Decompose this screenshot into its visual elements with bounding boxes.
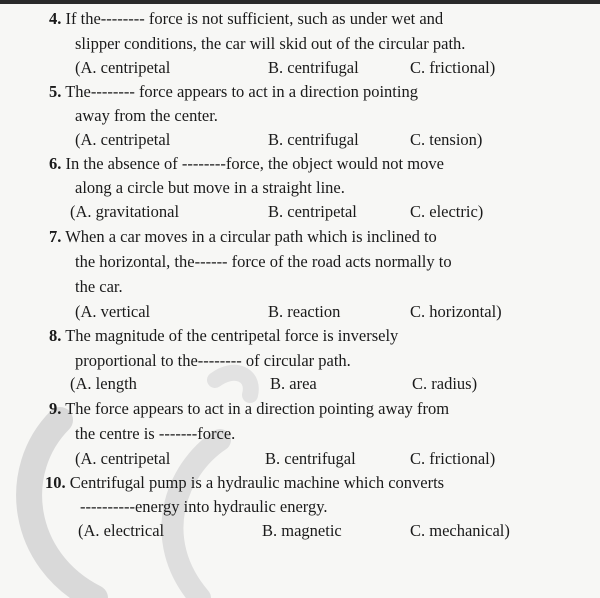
question-9-line-1: 9. The force appears to act in a direction pointing away from	[49, 399, 450, 418]
question-5-option-c: C. tension)	[410, 130, 483, 149]
question-6-line-2: along a circle but move in a straight line.	[75, 178, 345, 197]
question-5-line-1: 5. The-------- force appears to act in a direction pointing	[49, 82, 418, 101]
question-9-option-c: C. frictional)	[410, 449, 496, 468]
question-7-option-a: (A. vertical	[75, 302, 151, 321]
question-8-option-b: B. area	[270, 374, 317, 393]
question-8-option-c: C. radius)	[412, 374, 478, 393]
question-6-line-1: 6. In the absence of --------force, the object would not move	[49, 154, 444, 173]
question-9-line-2: the centre is -------force.	[75, 424, 236, 443]
question-10-line-2: ----------energy into hydraulic energy.	[80, 497, 328, 516]
question-7-line-2: the horizontal, the------ force of the road acts normally to	[75, 252, 452, 271]
question-4-option-a: (A. centripetal	[75, 58, 171, 77]
question-8-line-1: 8. The magnitude of the centripetal force is inversely	[49, 326, 399, 345]
question-10-line-1: 10. Centrifugal pump is a hydraulic machine which converts	[45, 473, 445, 492]
question-6-number: 6.	[49, 154, 62, 173]
question-8-number: 8.	[49, 326, 62, 345]
question-9-number: 9.	[49, 399, 62, 418]
question-4-line-2: slipper conditions, the car will skid out of the circular path.	[75, 34, 466, 53]
question-8-line-2: proportional to the-------- of circular path.	[75, 351, 351, 370]
question-7-line-1: 7. When a car moves in a circular path which is inclined to	[49, 227, 437, 246]
question-5-option-b: B. centrifugal	[268, 130, 359, 149]
question-5-number: 5.	[49, 82, 62, 101]
question-6-option-b: B. centripetal	[268, 202, 357, 221]
question-5-option-a: (A. centripetal	[75, 130, 171, 149]
question-7-line-3: the car.	[75, 277, 123, 296]
question-4-option-c: C. frictional)	[410, 58, 496, 77]
question-6-option-a: (A. gravitational	[70, 202, 180, 221]
question-10-option-b: B. magnetic	[262, 521, 342, 540]
question-7-number: 7.	[49, 227, 62, 246]
question-9-option-a: (A. centripetal	[75, 449, 171, 468]
question-4-option-b: B. centrifugal	[268, 58, 359, 77]
question-10-option-c: C. mechanical)	[410, 521, 510, 540]
question-5-line-2: away from the center.	[75, 106, 218, 125]
top-border	[0, 0, 600, 4]
question-4-number: 4.	[49, 9, 62, 28]
question-9-option-b: B. centrifugal	[265, 449, 356, 468]
question-8-option-a: (A. length	[70, 374, 137, 393]
question-10-number: 10.	[45, 473, 66, 492]
question-10-option-a: (A. electrical	[78, 521, 165, 540]
question-7-option-b: B. reaction	[268, 302, 341, 321]
question-4-line-1: 4. If the-------- force is not sufficient, such as under wet and	[49, 9, 444, 28]
question-7-option-c: C. horizontal)	[410, 302, 502, 321]
question-6-option-c: C. electric)	[410, 202, 484, 221]
